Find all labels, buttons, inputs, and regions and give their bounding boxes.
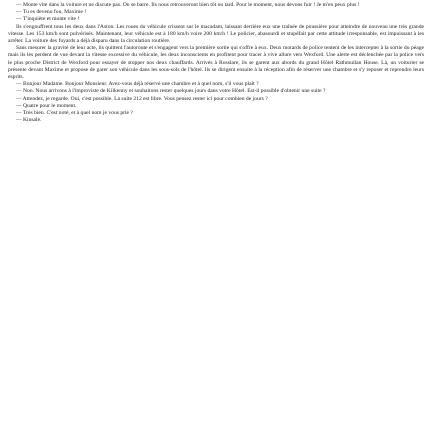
dialogue-line: — Bonjour Madame. Bonjour Monsieur. Avez-vous déjà réservé une chambre et à quel nom, s'il vous plaît ? [16,81,259,88]
dialogue-line: — Quatre pour le moment. [16,102,77,109]
paragraph: Sans mesurer la gravité de leur acte, ils quittent l'autoroute et s'engagent vers la première sortie qui s'offre à eux. Deux motards de police tentent de les intercepter à la sortie du péage mais ils les perdent de vue devant la vitesse excessive du véhicule, les deux inconscients en profitent pour tracer à vive allure vers Wexford. Une alerte est déclenchée par la police vers le plus proche District de Wexford pour essayer de stopper nos deux chauffards. Arrivés à Rosslare, ils se garent aux abords du grand Hôtel Rathmullan House. Là, un voiturier se présente devant Maxime et propose de garer son véhicule dans les sous-sols de l'hôtel. Ils se dirigent ensuite à la réception afin de réserver une chambre et s'y reposer et reprendre leurs esprits. [8,45,424,81]
dialogue-line: — Non. Nous arrivons à l'improviste de Kilkenny et souhaitons rester quelques jours dans votre Hôtel. Est-il possible d'obtenir une suite ? [16,88,326,95]
dialogue-line: — Kinsale. [16,117,42,124]
dialogue-line: — Attendez, je regarde. Oui, c'est possible. La suite 212 est libre. Vous pensez rester ici pour combien de jours ? [16,95,268,102]
dialogue-line: — Très bien. C'est noté, et à quel nom je vous prie ? [16,110,133,117]
paragraph: — Monte vite dans la voiture et ne discute pas. On se barre. Ils nous retrouveront bien tôt ou tard. Pour le moment, nous devons fuir ! Je m'en peux plus ! [16,2,360,8]
paragraph: Ils s'engouffrent tous les deux dans l'Aston. Les roues du véhicule crissent sur le macadam, laissant derrière eux une traînée de poussière pour atteindre de nouveau une très grande vitesse. Les 153 km/h sont pulvérisés. Maintenant, leur véhicule est à 180 km/h voire 200 km/h ! Le policier, abasourdi et stupéfait par cette attitude irresponsable, est impuissant à les arrêter. La voiture des fuyards a déjà disparu dans la circulation routière. [8,23,424,45]
dialogue-line: — T'inquiète et monte vite ! [16,16,80,23]
dialogue-line: — Tu es devenu fou, Maxime ! [16,9,87,16]
